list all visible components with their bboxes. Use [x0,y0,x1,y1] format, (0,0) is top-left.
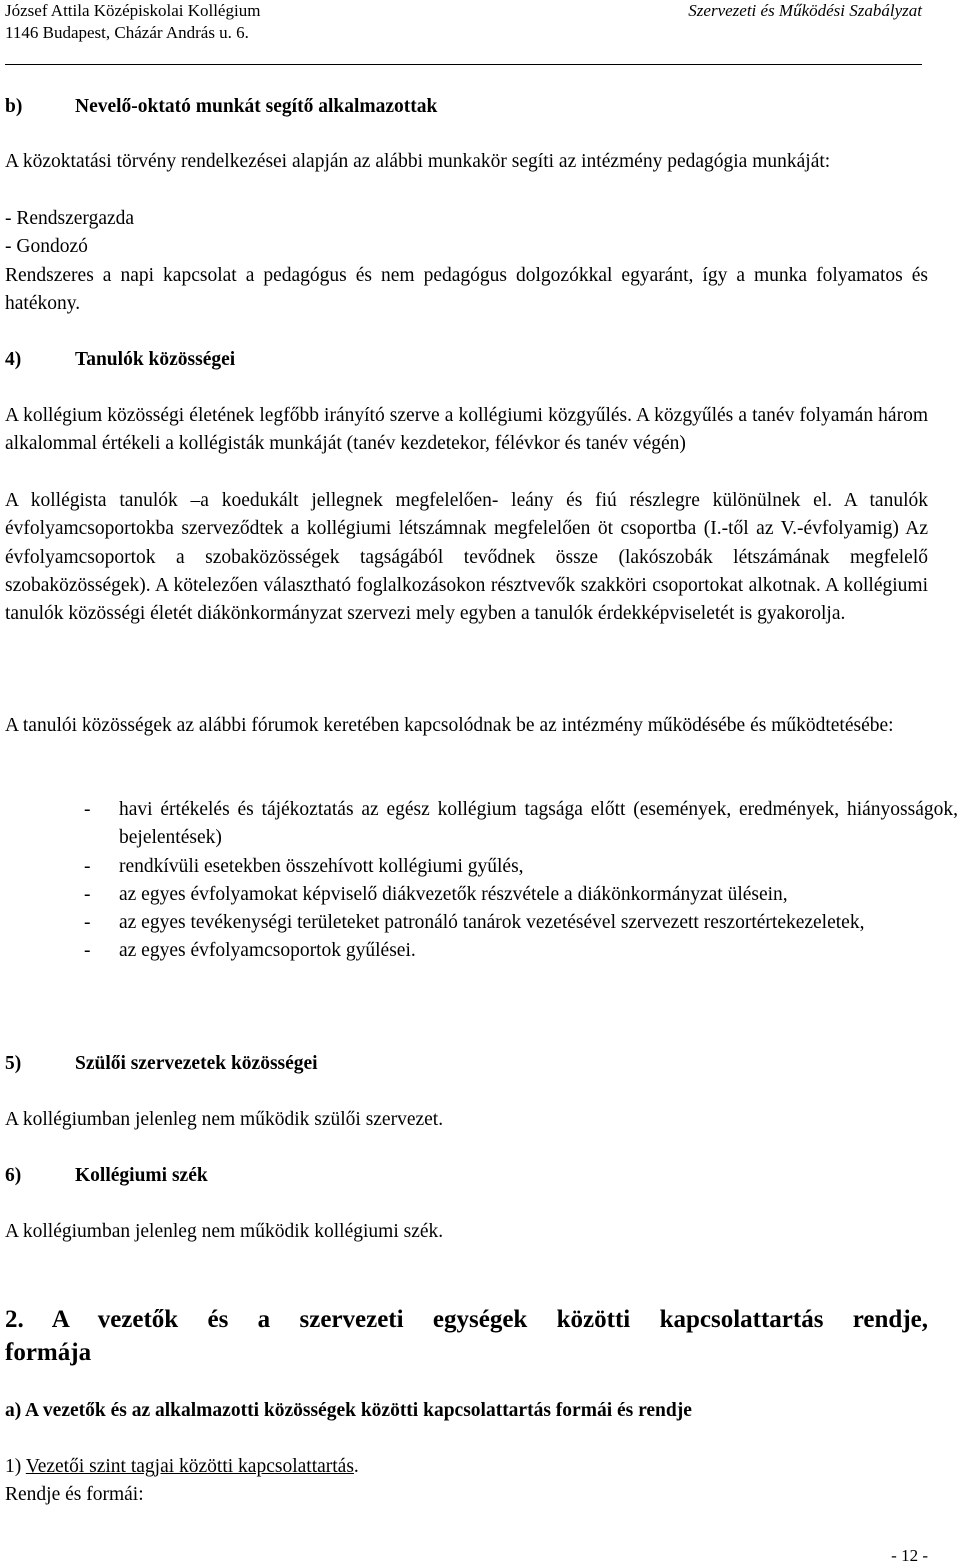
section-5-number: 5) [5,1053,22,1074]
list-item-text: havi értékelés és tájékoztatás az egész kollégium tagsága előtt (események, eredmények, hiányosságok, bejelentések) [119,799,958,849]
list-item-text: az egyes évfolyamcsoportok gyűlései. [119,940,416,962]
chapter-2-heading-line-2: formája [5,1339,92,1366]
section-4-paragraph-1: A kollégium közösségi életének legfőbb irányító szerve a kollégiumi közgyűlés. A közgyűlés a tanév folyamán három alkalommal értékeli a kollégisták munkáját (tanév kezdetekor, félévkor és tanév végén) [5,405,928,455]
list-item: - Gondozó [5,236,88,258]
section-b-intro: A közoktatási törvény rendelkezései alapján az alábbi munkakör segíti az intézmény pedagógia munkáját: [5,151,831,172]
list-item-text: az egyes évfolyamokat képviselő diákvezetők részvétele a diákönkormányzat ülésein, [119,883,788,905]
section-b-number: b) [5,96,23,117]
section-4-paragraph-3: A tanulói közösségek az alábbi fórumok keretében kapcsolódnak be az intézmény működésébe és működtetésébe: [5,715,894,736]
section-b-list [5,205,928,262]
list-item: - az egyes évfolyamcsoportok gyűlései. [84,940,416,962]
forums-list [5,796,958,966]
section-b-title: Nevelő-oktató munkát segítő alkalmazottak [75,96,438,117]
list-item-text: az egyes tevékenységi területeket patronáló tanárok vezetésével szervezett reszortértekezeletek, [119,912,865,934]
header-address: 1146 Budapest, Cházár András u. 6. [5,23,249,42]
subsection-1 [5,1453,928,1510]
subsection-a-heading: a) A vezetők és az alkalmazotti közösségek közötti kapcsolattartás formái és rendje [5,1400,692,1421]
subsection-1-subtitle: Rendje és formái: [5,1484,144,1506]
list-item: - rendkívüli esetekben összehívott kollégiumi gyűlés, [84,855,524,877]
subsection-1-number: 1) [5,1456,22,1477]
section-4-heading [5,346,235,374]
header-doc-title: Szervezeti és Működési Szabályzat [688,1,922,20]
subsection-1-title-line [5,1453,928,1481]
section-6-title: Kollégiumi szék [75,1165,208,1186]
section-b-heading [5,93,437,121]
page-header-left [5,0,260,44]
chapter-2-heading-line-1: 2. A vezetők és a szervezeti egységek közötti kapcsolattartás rendje, [5,1306,928,1333]
section-6-text: A kollégiumban jelenleg nem működik kollégiumi szék. [5,1221,444,1242]
page-number: - 12 - [891,1546,928,1565]
section-5-title: Szülői szervezetek közösségei [75,1053,318,1074]
list-item: - havi értékelés és tájékoztatás az egész kollégium tagsága előtt (események, eredmények, hiányosságok, bejelentések) [84,799,958,849]
list-item: - az egyes évfolyamokat képviselő diákvezetők részvétele a diákönkormányzat ülésein, [84,883,788,905]
subsection-1-title: Vezetői szint tagjai közötti kapcsolattartás [25,1456,354,1477]
list-item-text: rendkívüli esetekben összehívott kollégiumi gyűlés, [119,855,524,877]
chapter-2-heading [5,1303,928,1369]
header-divider [5,64,922,65]
subsection-1-title-end: . [353,1456,359,1477]
list-item: - az egyes tevékenységi területeket patronáló tanárok vezetésével szervezett reszortértekezeletek, [84,912,865,934]
section-5-heading [5,1050,318,1078]
section-5-text: A kollégiumban jelenleg nem működik szülői szervezet. [5,1109,444,1130]
section-4-title: Tanulók közösségei [75,349,236,370]
header-org: József Attila Középiskolai Kollégium [5,1,261,20]
list-item: - Rendszergazda [5,208,135,229]
section-b-closing: Rendszeres a napi kapcsolat a pedagógus és nem pedagógus dolgozókkal egyaránt, így a munka folyamatos és hatékony. [5,265,928,315]
section-6-heading [5,1162,208,1190]
section-4-number: 4) [5,349,22,370]
section-6-number: 6) [5,1165,22,1186]
section-4-paragraph-2: A kollégista tanulók –a koedukált jellegnek megfelelően- leány és fiú részlegre különülnek el. A tanulók évfolyamcsoportokba szerveződtek a kollégiumi létszámnak megfelelően öt csoportba (I.-től az V.-évfolyamig) Az évfolyamcsoportok a szobaközösségek tagságából tevődnek össze (lakószobák létszámának megfelelő szobaközösségek). A kötelezően választható foglalkozásokon résztvevők szakköri csoportokat alkotnak. A kollégiumi tanulók közösségi életét diákönkormányzat szervezi mely egyben a tanulók érdekképviseletét is gyakorolja. [5,490,928,625]
